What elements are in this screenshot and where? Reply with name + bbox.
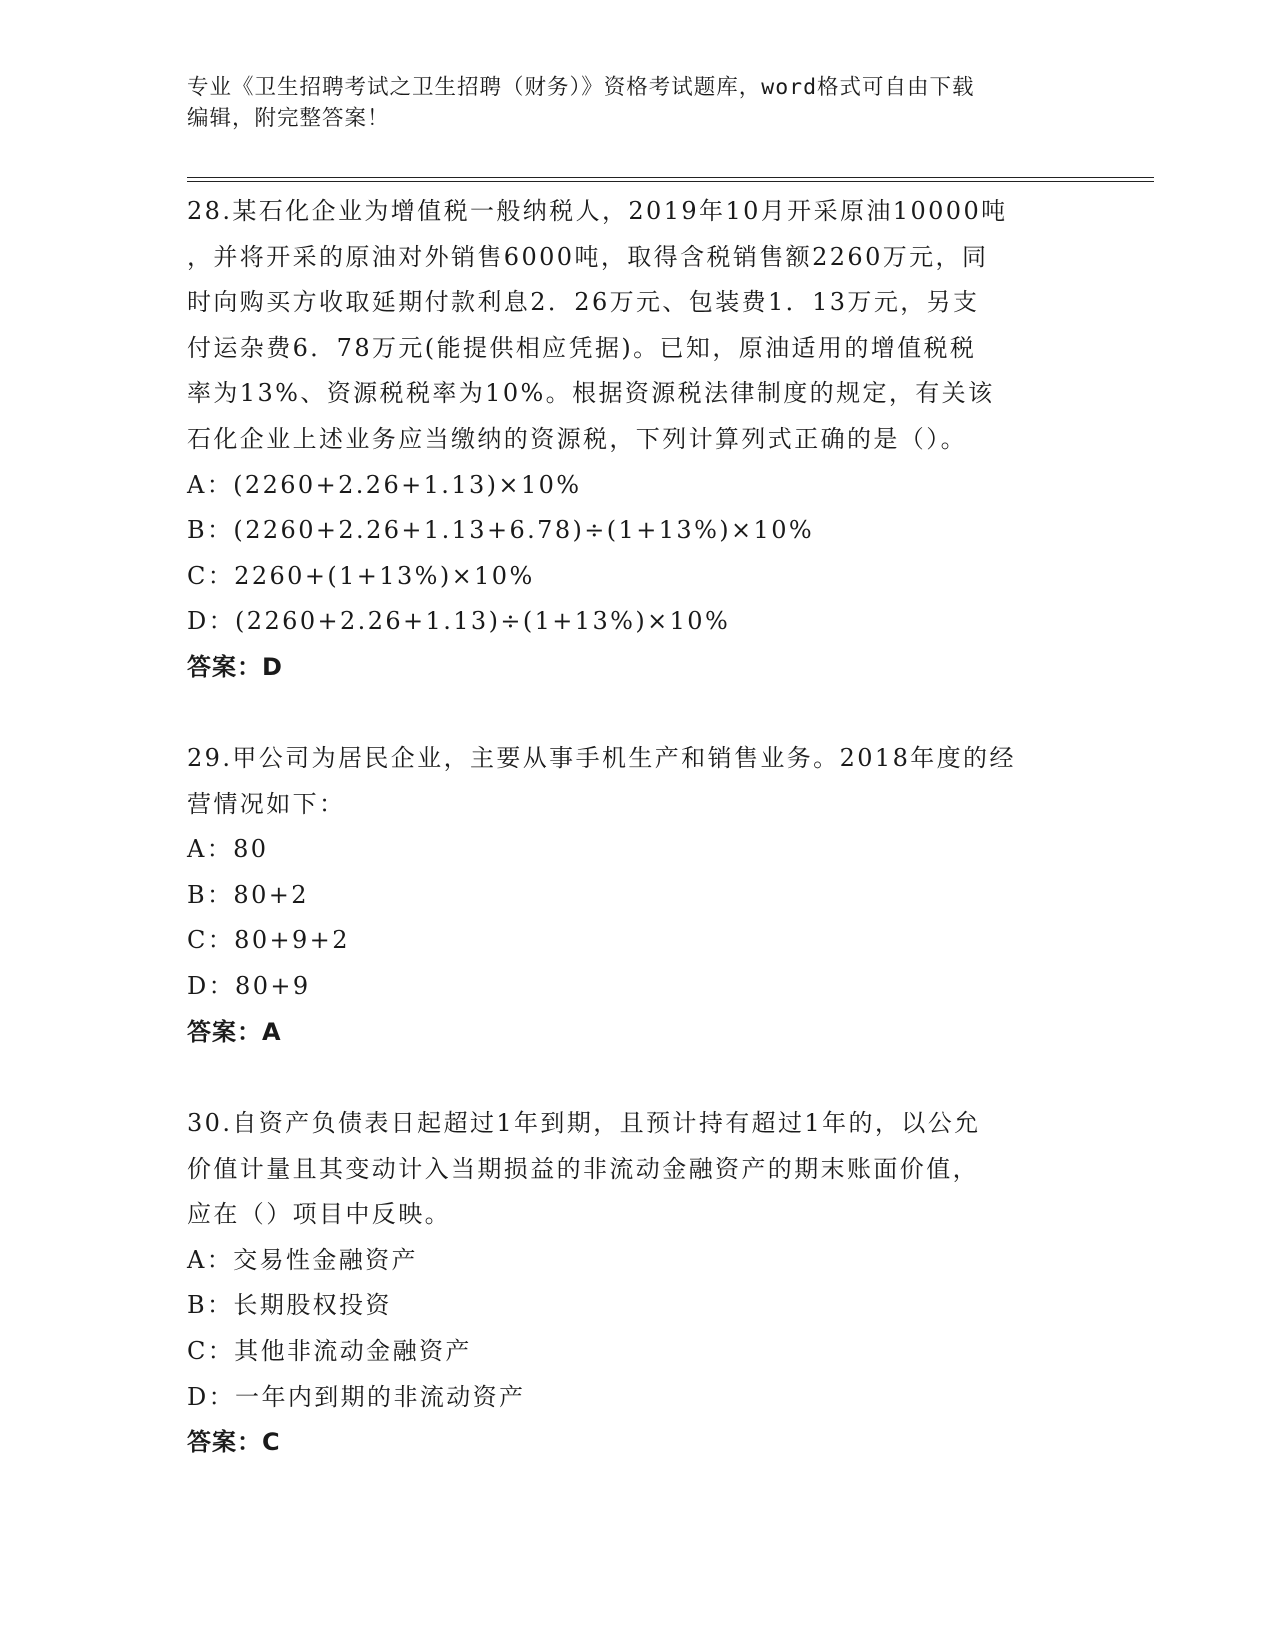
question-stem-line: 付运杂费6．78万元(能提供相应凭据)。已知，原油适用的增值税税 [187, 333, 977, 362]
header-divider-bottom [187, 181, 1154, 182]
option-d: D：(2260+2.26+1.13)÷(1+13%)×10% [187, 607, 731, 636]
question-stem-line: ，并将开采的原油对外销售6000吨，取得含税销售额2260万元，同 [187, 242, 989, 271]
option-d: D：一年内到期的非流动资产 [187, 1382, 526, 1411]
option-b: B：80+2 [187, 880, 309, 909]
option-b: B：长期股权投资 [187, 1291, 392, 1320]
option-d: D：80+9 [187, 971, 311, 1000]
question-28 [187, 189, 1087, 691]
question-stem-line: 28.某石化企业为增值税一般纳税人，2019年10月开采原油10000吨 [187, 197, 1008, 225]
option-a: A：80 [187, 835, 269, 864]
question-30 [187, 1101, 1087, 1466]
question-stem-line: 应在（）项目中反映。 [187, 1200, 451, 1229]
question-29 [187, 736, 1087, 1055]
option-c: C：80+9+2 [187, 926, 350, 955]
question-stem-line: 率为13%、资源税税率为10%。根据资源税法律制度的规定，有关该 [187, 379, 995, 408]
answer-line: 答案：C [187, 1428, 281, 1457]
question-stem-line: 石化企业上述业务应当缴纳的资源税，下列计算列式正确的是（）。 [187, 424, 967, 453]
question-stem-line: 价值计量且其变动计入当期损益的非流动金融资产的期末账面价值， [187, 1154, 979, 1183]
answer-line: 答案：A [187, 1017, 282, 1046]
document-header [187, 72, 1067, 134]
option-a: A：交易性金融资产 [187, 1245, 418, 1274]
question-stem-line: 时向购买方收取延期付款利息2．26万元、包装费1．13万元，另支 [187, 288, 980, 317]
header-line-1: 专业《卫生招聘考试之卫生招聘（财务）》资格考试题库，word格式可自由下载 [187, 75, 975, 100]
option-c: C：2260+(1+13%)×10% [187, 561, 535, 590]
answer-line: 答案：D [187, 652, 283, 681]
option-b: B：(2260+2.26+1.13+6.78)÷(1+13%)×10% [187, 516, 815, 545]
header-divider-top [187, 177, 1154, 178]
question-stem-line: 30.自资产负债表日起超过1年到期，且预计持有超过1年的，以公允 [187, 1109, 981, 1137]
option-c: C：其他非流动金融资产 [187, 1336, 472, 1365]
question-stem-line: 营情况如下： [187, 789, 346, 818]
question-stem-line: 29.甲公司为居民企业，主要从事手机生产和销售业务。2018年度的经 [187, 744, 1016, 772]
option-a: A：(2260+2.26+1.13)×10% [187, 470, 582, 499]
header-line-2: 编辑，附完整答案！ [187, 106, 390, 131]
